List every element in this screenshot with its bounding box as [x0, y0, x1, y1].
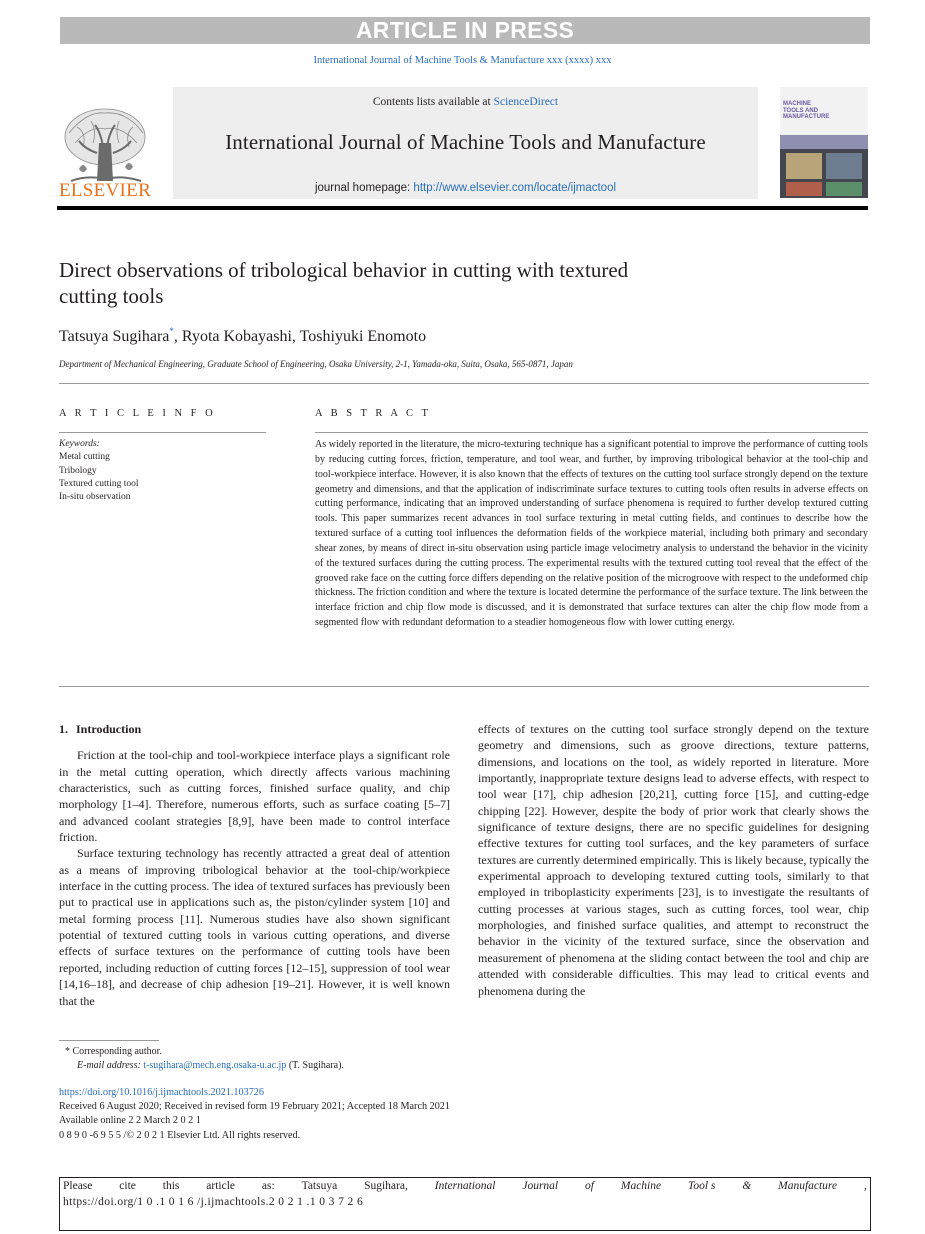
- abstract-heading: A B S T R A C T: [315, 408, 431, 419]
- cover-title-line: MANUFACTURE: [783, 114, 830, 120]
- author-name: Tatsuya Sugihara: [59, 328, 170, 345]
- footnote: [65, 1045, 665, 1073]
- cite-journal-word: Machine: [620, 1180, 662, 1192]
- cite-journal-word: Tool s: [687, 1180, 716, 1192]
- divider: [59, 383, 869, 384]
- paragraph: Friction at the tool-chip and tool-workpiece interface plays a significant role in the metal cutting operation, which directly affects various machining characteristics, such as cutting forces, finished surface quality, and chip morphology [1–4]. Therefore, numerous efforts, such as surface coating [5–7] and advanced coolant strategies [8,9], have been made to control interface friction.: [59, 748, 450, 845]
- footnote-divider: [59, 1040, 159, 1041]
- citation-line: [63, 1180, 867, 1192]
- publication-info: [59, 1086, 659, 1143]
- email-link[interactable]: t-sugihara@mech.eng.osaka-u.ac.jp: [143, 1059, 287, 1071]
- homepage-prefix: journal homepage:: [314, 182, 414, 194]
- cover-image: [786, 153, 822, 179]
- cite-trailing: ,: [863, 1180, 867, 1192]
- contents-line: [173, 96, 758, 108]
- divider: [59, 686, 869, 687]
- paragraph: effects of textures on the cutting tool surface strongly depend on the texture geometry and dimensions, such as groove directions, texture patterns, dimensions, and locations on the tool, as widely reported in literature. More importantly, inappropriate texture designs lead to adverse effects, with respect to tool wear [17], chip adhesion [20,21], cutting force [15], and cutting-edge chipping [22]. However, despite the body of prior work that clearly shows the significance of texture designs, there are no specific guidelines for designing effective textures for cutting tool surfaces, and the key parameters of surface textures are currently determined empirically. This is likely because, typically the experimental approach to developing textured cutting tools, similarly to that employed in triboplasticity experiments [23], is to investigate the resultants of cutting processes at various stages, such as cutting forces, tool wear, chip morphologies, and finished surface qualities, and attempt to reconstruct the behavior in the vicinity of the textured surface, since the observation and measurement of phenomena at the sliding contact between the tool and chip are attended with considerable difficulties. This may lead to critical events and phenomena during the: [478, 722, 869, 998]
- publisher-name: ELSEVIER: [58, 180, 152, 201]
- paragraph: Surface texturing technology has recently attracted a great deal of attention as a means of improving tribological behavior at the tool-chip/workpiece interface in the cutting process. The idea of textured surfaces has previously been put to practical use in applications such as, the piston/cylinder system [10] and metal forming process [11]. Numerous studies have also shown significant potential of textured cutting tools in various cutting operations, and diverse effects of surface textures on the performance of cutting tools have been reported, including reduction of cutting forces [12–15], suppression of tool wear [14,16–18], and decrease of chip adhesion [19–21]. However, it is well known that the: [59, 846, 450, 1008]
- cite-journal-word: of: [585, 1180, 594, 1192]
- section-title: Introduction: [76, 722, 142, 736]
- keyword: Tribology: [59, 465, 97, 476]
- cite-journal-word: International: [434, 1180, 496, 1192]
- corresponding-author-marker[interactable]: *: [169, 326, 174, 336]
- journal-reference-link[interactable]: International Journal of Machine Tools & Manufacture xxx (xxxx) xxx: [313, 55, 612, 66]
- copyright: 0 8 9 0 -6 9 5 5 /© 2 0 2 1 Elsevier Ltd. All rights reserved.: [59, 1129, 301, 1141]
- cover-title-line: MACHINE: [783, 101, 811, 107]
- article-title: [59, 257, 819, 309]
- author-list: [59, 326, 819, 346]
- received-dates: Received 6 August 2020; Received in revised form 19 February 2021; Accepted 18 March 2021: [59, 1101, 450, 1113]
- cite-word: Please: [63, 1180, 93, 1192]
- footnote-email-line: [65, 1059, 665, 1073]
- divider: [59, 432, 266, 433]
- cite-word: article: [206, 1180, 236, 1192]
- cover-image: [786, 182, 822, 196]
- sciencedirect-link[interactable]: ScienceDirect: [493, 96, 559, 108]
- homepage-link[interactable]: http://www.elsevier.com/locate/ijmactool: [413, 182, 617, 194]
- cite-word: cite: [119, 1180, 136, 1192]
- cite-journal-word: &: [742, 1180, 752, 1192]
- author-affiliation: Department of Mechanical Engineering, Graduate School of Engineering, Osaka University, 2-1, Yamada-oka, Suita, Osaka, 565-0871, Japan: [59, 359, 573, 369]
- section-heading: [59, 721, 450, 737]
- citation-doi-link[interactable]: https://doi.org/1 0 .1 0 1 6 /j.ijmachtools.2 0 2 1 .1 0 3 7 2 6: [63, 1196, 364, 1208]
- cover-strip: [780, 135, 868, 149]
- cite-word: as:: [261, 1180, 275, 1192]
- keyword: Metal cutting: [59, 452, 110, 463]
- keyword: Textured cutting tool: [59, 478, 139, 489]
- contents-prefix: Contents lists available at: [372, 96, 494, 108]
- cite-journal-word: Manufacture: [778, 1180, 838, 1192]
- cover-image: [826, 182, 862, 196]
- cite-journal-word: Journal: [522, 1180, 559, 1192]
- cover-image: [826, 153, 862, 179]
- article-title-line: cutting tools: [59, 284, 164, 308]
- cite-word: this: [162, 1180, 180, 1192]
- doi-link[interactable]: https://doi.org/10.1016/j.ijmachtools.2021.103726: [59, 1087, 264, 1098]
- cover-title-line: TOOLS AND: [783, 107, 819, 114]
- keyword: In-situ observation: [59, 492, 131, 503]
- header-divider: [57, 206, 868, 210]
- left-column: [59, 721, 450, 1009]
- cite-word: Sugihara,: [364, 1180, 408, 1192]
- keywords-list: [59, 438, 139, 504]
- homepage-line: [173, 182, 758, 194]
- keywords-title: Keywords:: [59, 439, 100, 449]
- article-title-line: Direct observations of tribological behavior in cutting with textured: [59, 258, 629, 282]
- cover-title: [783, 101, 829, 121]
- email-suffix: (T. Sugihara).: [288, 1059, 344, 1071]
- divider: [315, 432, 868, 433]
- email-label: E-mail address:: [77, 1059, 141, 1071]
- footnote-text: Corresponding author.: [72, 1046, 162, 1057]
- article-info-heading: A R T I C L E I N F O: [59, 408, 216, 419]
- footnote-corresponding: [65, 1045, 665, 1059]
- right-column: [478, 721, 869, 999]
- article-in-press-banner: ARTICLE IN PRESS: [60, 17, 870, 44]
- footnote-marker: *: [65, 1046, 70, 1057]
- section-number: 1.: [59, 722, 68, 736]
- journal-title: International Journal of Machine Tools and Manufacture: [225, 130, 706, 154]
- abstract-body: As widely reported in the literature, the micro-texturing technique has a significant potential to improve the performance of cutting tools by reducing cutting forces, friction, temperature, and tool wear, and further, by improving tribological behavior at the tool-chip and tool-workpiece interface. However, it is also known that the effects of textures on the cutting tool surface strongly depend on the texture geometry and dimensions, and that the application of indiscriminate surface textures to cutting tools often results in adverse effects on cutting performance, indicating that an improved understanding of surface phenomena is required to further develop textured cutting tools. This paper summarizes recent advances in tool surface texturing in metal cutting fields, and continues to describe how the textured surface of a cutting tool influences the deformation fields of the workpiece material, including both primary and secondary shear zones, by means of direct in-situ observation using particle image velocimetry analysis to understand the behavior in the vicinity of the textured surfaces during the cutting process. The experimental results with the textured cutting tool reveal that the effect of the grooved rake face on the cutting force differs depending on the relative position of the microgroove with respect to the undeformed chip thickness. The friction condition and where the texture is located determine the performance of the surface texture. The link between the interface friction and chip flow mode is discussed, and it is demonstrated that surface textures can alter the chip flow mode from a segmented flow with redundant deformation to a steadier homogeneous flow with lower cutting energy.: [315, 439, 868, 629]
- cite-word: Tatsuya: [301, 1180, 338, 1192]
- available-online: Available online 2 2 March 2 0 2 1: [59, 1115, 201, 1127]
- other-authors: , Ryota Kobayashi, Toshiyuki Enomoto: [173, 328, 427, 345]
- journal-cover-thumbnail[interactable]: [780, 87, 868, 198]
